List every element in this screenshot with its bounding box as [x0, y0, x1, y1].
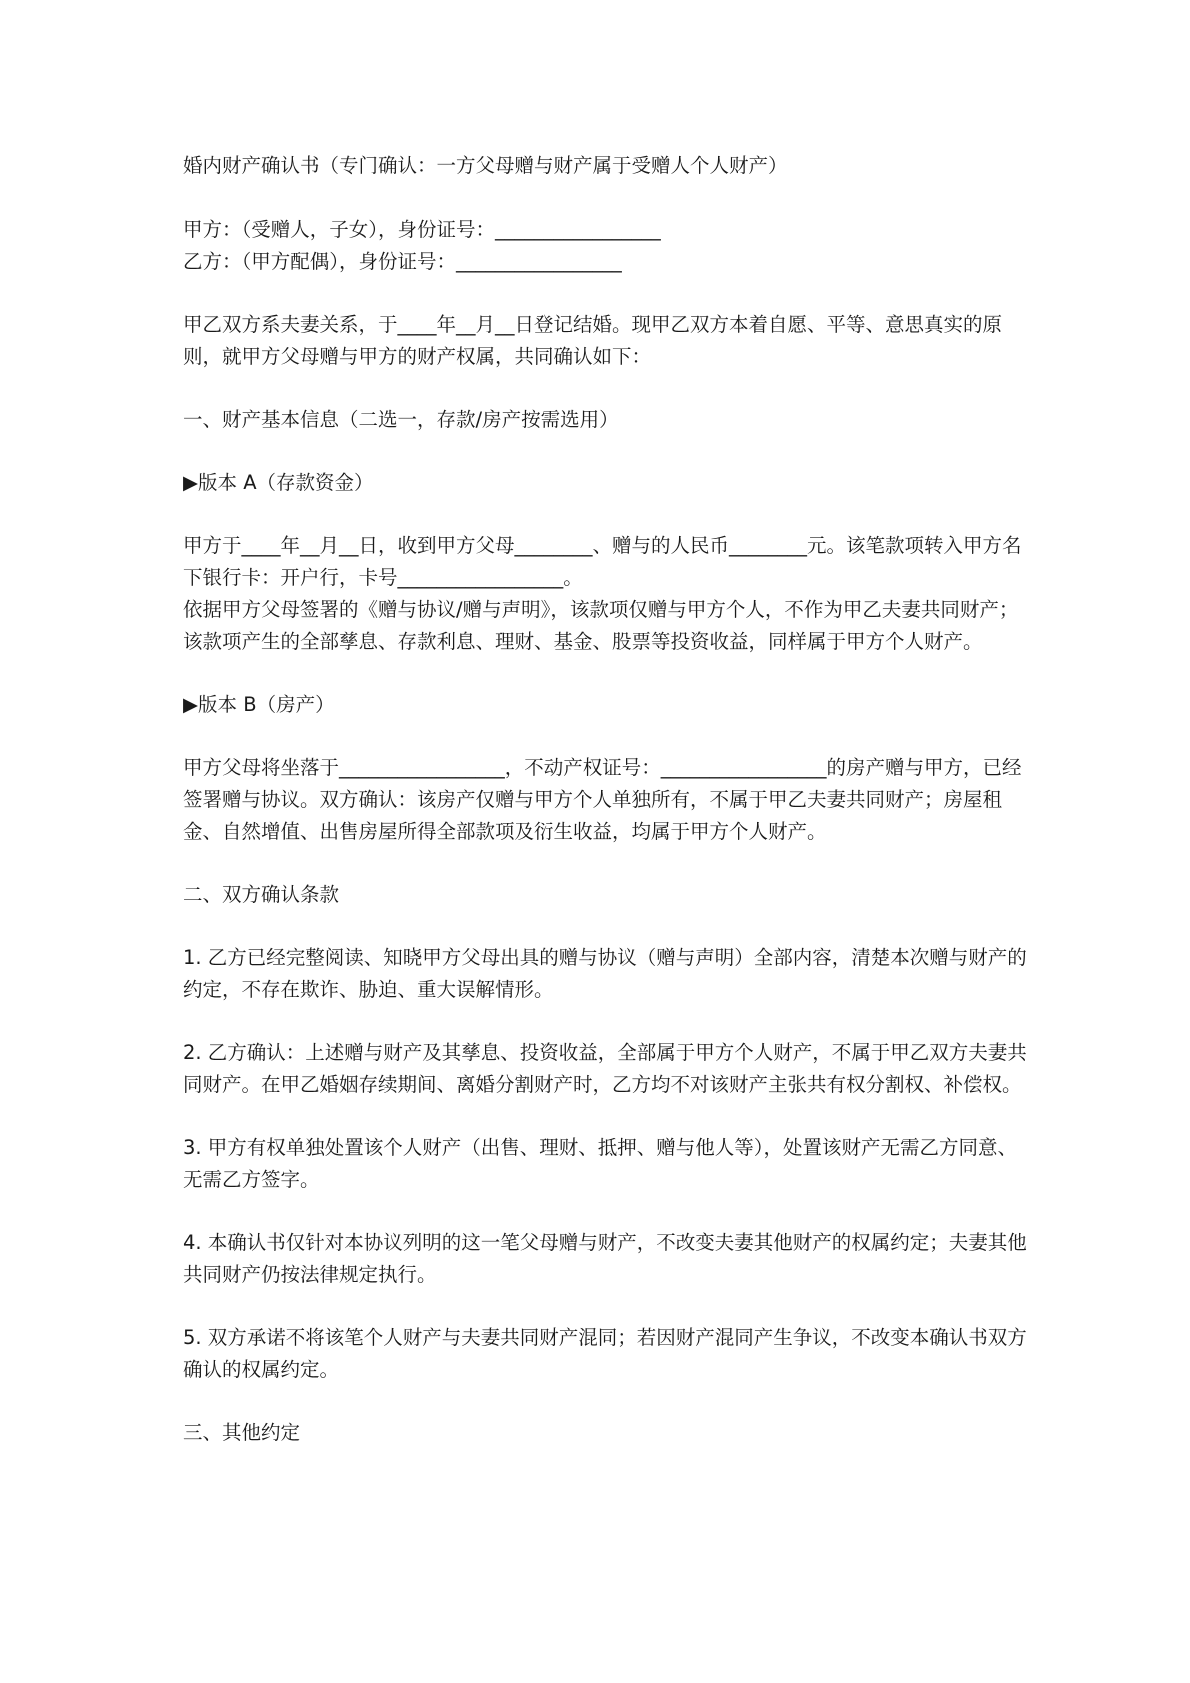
clause-3: 3. 甲方有权单独处置该个人财产（出售、理财、抵押、赠与他人等），处置该财产无需乙方同意、无需乙方签字。: [183, 1136, 1018, 1191]
party-a-line: 甲方：（受赠人，子女），身份证号：_________________: [183, 218, 661, 241]
section-1-heading: 一、财产基本信息（二选一，存款/房产按需选用）: [183, 408, 619, 431]
document-page: [183, 150, 1033, 1480]
version-a-heading: ▶版本 A（存款资金）: [183, 471, 374, 494]
section-3-heading: 三、其他约定: [183, 1421, 301, 1444]
clause-1: 1. 乙方已经完整阅读、知晓甲方父母出具的赠与协议（赠与声明）全部内容，清楚本次赠与财产的约定，不存在欺诈、胁迫、重大误解情形。: [183, 946, 1027, 1001]
intro-paragraph: 甲乙双方系夫妻关系，于____年__月__日登记结婚。现甲乙双方本着自愿、平等、意思真实的原则，就甲方父母赠与甲方的财产权属，共同确认如下：: [183, 313, 1003, 368]
clause-5: 5. 双方承诺不将该笔个人财产与夫妻共同财产混同；若因财产混同产生争议，不改变本确认书双方确认的权属约定。: [183, 1326, 1027, 1381]
version-a-paragraph-2: 依据甲方父母签署的《赠与协议/赠与声明》，该款项仅赠与甲方个人，不作为甲乙夫妻共同财产；该款项产生的全部孳息、存款利息、理财、基金、股票等投资收益，同样属于甲方个人财产。: [183, 598, 1019, 653]
version-b-paragraph: 甲方父母将坐落于_________________，不动产权证号：_________________的房产赠与甲方，已经签署赠与协议。双方确认：该房产仅赠与甲方个人单独所有，不属于甲乙夫妻共同财产；房屋租金、自然增值、出售房屋所得全部款项及衍生收益，均属于甲方个人财产。: [183, 756, 1022, 843]
clause-2: 2. 乙方确认：上述赠与财产及其孳息、投资收益，全部属于甲方个人财产，不属于甲乙双方夫妻共同财产。在甲乙婚姻存续期间、离婚分割财产时，乙方均不对该财产主张共有权分割权、补偿权。: [183, 1041, 1027, 1096]
document-title: 婚内财产确认书（专门确认：一方父母赠与财产属于受赠人个人财产）: [183, 154, 788, 177]
version-a-paragraph-1: 甲方于____年__月__日，收到甲方父母________、赠与的人民币________元。该笔款项转入甲方名下银行卡：开户行，卡号_________________。: [183, 534, 1022, 589]
version-b-heading: ▶版本 B（房产）: [183, 693, 335, 716]
section-2-heading: 二、双方确认条款: [183, 883, 340, 906]
party-b-line: 乙方：（甲方配偶），身份证号：_________________: [183, 250, 622, 273]
clause-4: 4. 本确认书仅针对本协议列明的这一笔父母赠与财产，不改变夫妻其他财产的权属约定；夫妻其他共同财产仍按法律规定执行。: [183, 1231, 1027, 1286]
